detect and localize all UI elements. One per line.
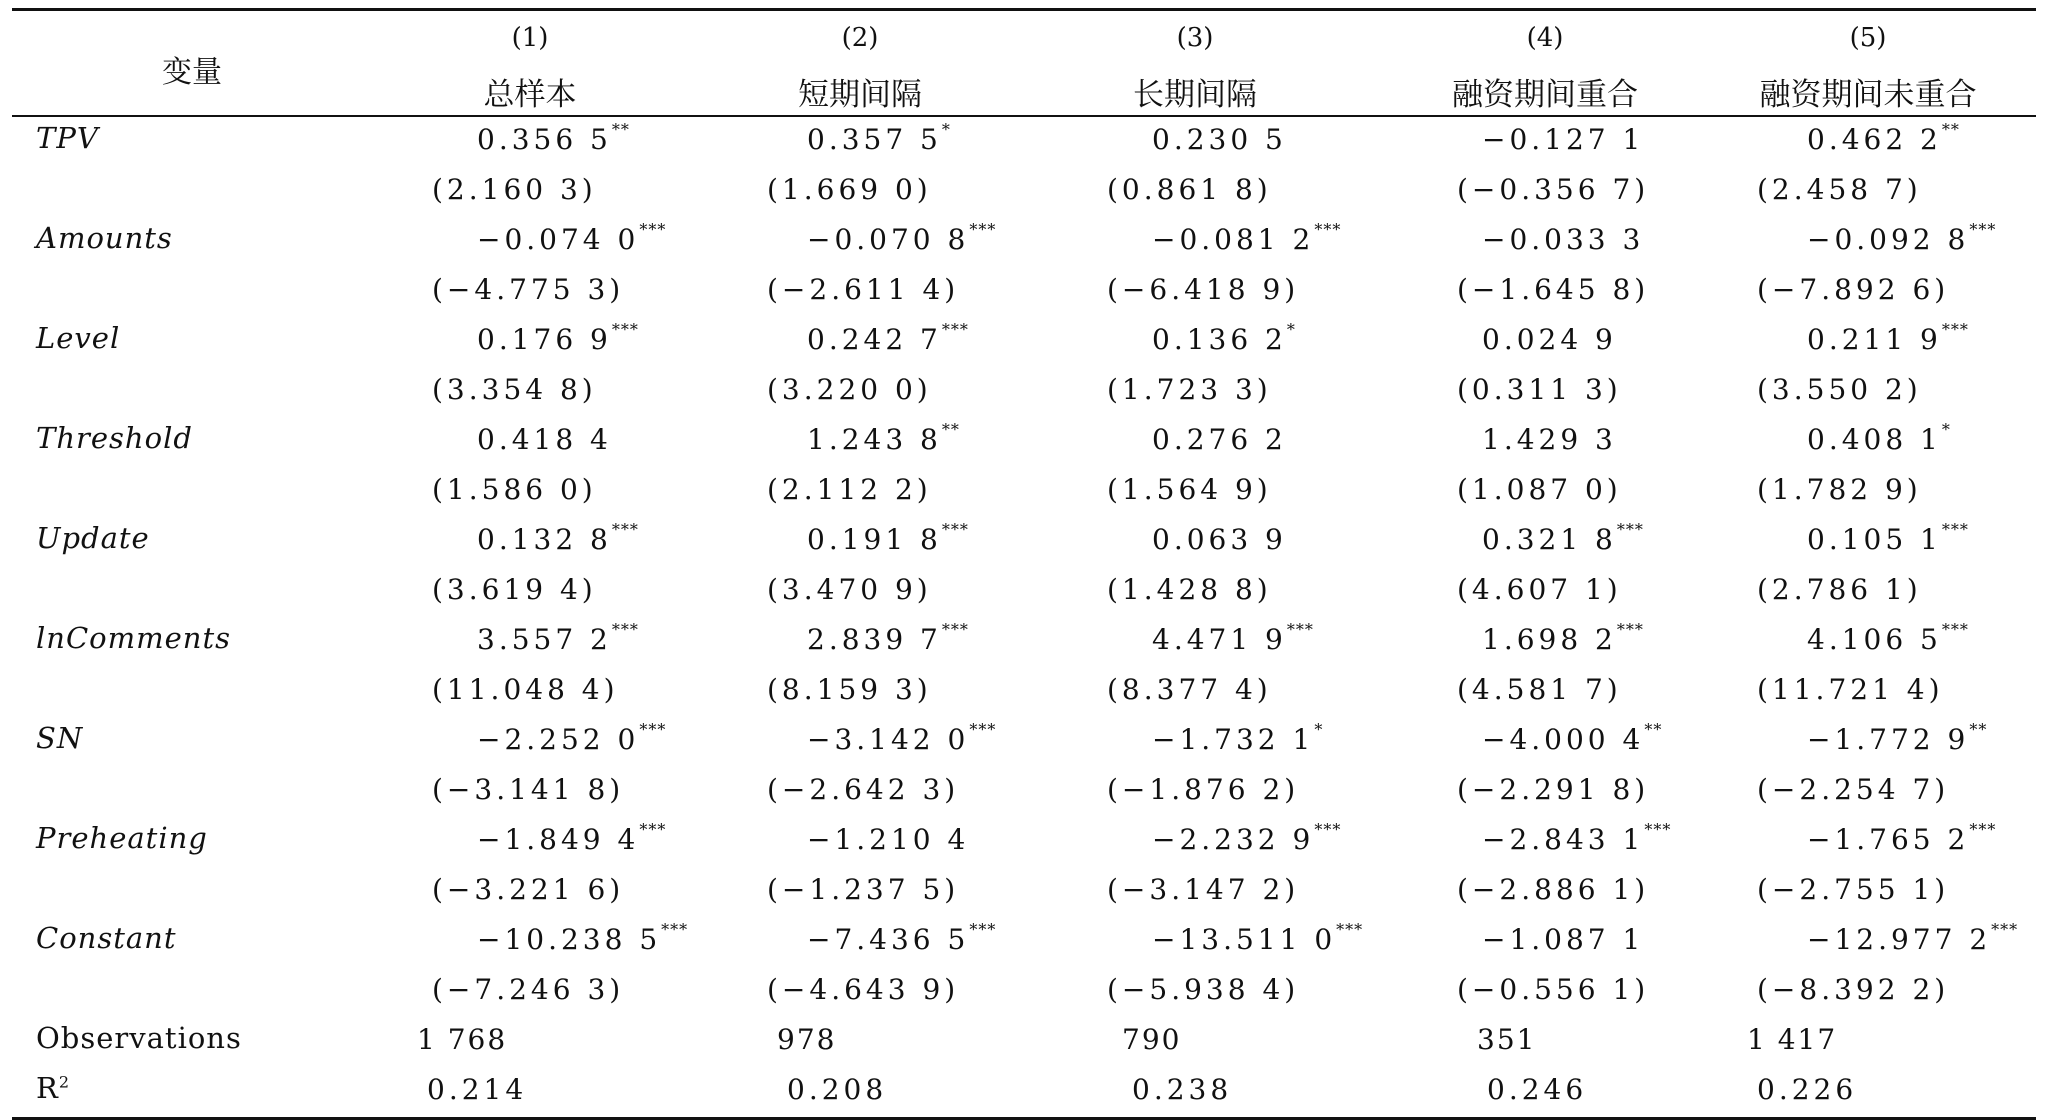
coefficient-cell xyxy=(1482,223,1644,256)
observations-label: Observations xyxy=(36,1021,242,1055)
coefficient-cell xyxy=(807,419,960,456)
t-statistic-cell xyxy=(432,173,597,206)
cell-value: 1 768 xyxy=(417,1023,508,1056)
observations-row xyxy=(12,1017,2036,1067)
coefficient-cell xyxy=(1152,523,1287,556)
cell-value: (−7.246 3) xyxy=(432,973,625,1006)
cell-value: −0.081 2 xyxy=(1152,223,1315,256)
cell-value: (1.723 3) xyxy=(1107,373,1272,406)
coef-row-amounts xyxy=(12,217,2036,267)
cell-value: (3.220 0) xyxy=(767,373,932,406)
r-squared-cell xyxy=(1487,1073,1587,1106)
column-number: (1) xyxy=(511,23,549,53)
coefficient-cell xyxy=(477,423,612,456)
r-squared-label xyxy=(36,1071,70,1105)
coefficient-cell xyxy=(807,119,951,156)
significance-stars: *** xyxy=(1941,519,1969,539)
column-title: 融资期间未重合 xyxy=(1759,77,1977,113)
cell-value: −1.210 4 xyxy=(807,823,970,856)
cell-value: −3.142 0 xyxy=(807,723,970,756)
significance-stars: *** xyxy=(639,719,667,739)
cell-value: 0.132 8 xyxy=(477,523,612,556)
coefficient-cell xyxy=(807,519,969,556)
t-statistic-cell xyxy=(1457,973,1649,1006)
r-squared-cell xyxy=(427,1073,527,1106)
cell-value: (−6.418 9) xyxy=(1107,273,1300,306)
column-title: 短期间隔 xyxy=(798,77,922,113)
cell-value: (3.354 8) xyxy=(432,373,597,406)
t-statistic-cell xyxy=(1107,473,1272,506)
cell-value: (3.470 9) xyxy=(767,573,932,606)
cell-value: (−5.938 4) xyxy=(1107,973,1300,1006)
coefficient-cell xyxy=(1807,319,1969,356)
cell-value: −0.074 0 xyxy=(477,223,640,256)
significance-stars: *** xyxy=(1314,219,1342,239)
t-statistic-cell xyxy=(1757,873,1949,906)
tstat-row-level xyxy=(12,367,2036,417)
cell-value: 1 417 xyxy=(1747,1023,1838,1056)
significance-stars: *** xyxy=(941,619,969,639)
variable-name: SN xyxy=(36,721,84,755)
cell-value: −1.849 4 xyxy=(477,823,640,856)
cell-value: −1.732 1 xyxy=(1152,723,1315,756)
significance-stars: *** xyxy=(1991,919,2019,939)
coefficient-cell xyxy=(1807,519,1969,556)
column-title: 融资期间重合 xyxy=(1452,77,1638,113)
significance-stars: *** xyxy=(639,219,667,239)
cell-value: −1.765 2 xyxy=(1807,823,1970,856)
coefficient-cell xyxy=(1152,819,1342,856)
t-statistic-cell xyxy=(1107,573,1272,606)
cell-value: (−4.775 3) xyxy=(432,273,625,306)
column-number: (5) xyxy=(1849,23,1887,53)
r-squared-row xyxy=(12,1067,2036,1117)
cell-value: (2.160 3) xyxy=(432,173,597,206)
t-statistic-cell xyxy=(1757,473,1922,506)
t-statistic-cell xyxy=(767,373,932,406)
cell-value: (−3.147 2) xyxy=(1107,873,1300,906)
significance-stars: ** xyxy=(941,419,960,439)
significance-stars: *** xyxy=(969,219,997,239)
coefficient-cell xyxy=(1152,319,1296,356)
coefficient-cell xyxy=(1807,419,1951,456)
cell-value: 3.557 2 xyxy=(477,623,612,656)
t-statistic-cell xyxy=(1457,473,1622,506)
cell-value: 0.176 9 xyxy=(477,323,612,356)
significance-stars: *** xyxy=(1286,619,1314,639)
coefficient-cell xyxy=(1152,919,1364,956)
significance-stars: *** xyxy=(611,519,639,539)
cell-value: 4.106 5 xyxy=(1807,623,1942,656)
table-header xyxy=(12,11,2036,117)
coef-row-constant xyxy=(12,917,2036,967)
cell-value: (3.550 2) xyxy=(1757,373,1922,406)
t-statistic-cell xyxy=(1107,973,1299,1006)
t-statistic-cell xyxy=(1457,873,1649,906)
t-statistic-cell xyxy=(767,673,932,706)
coefficient-cell xyxy=(807,823,969,856)
cell-value: (−2.642 3) xyxy=(767,773,960,806)
tstat-row-amounts xyxy=(12,267,2036,317)
t-statistic-cell xyxy=(1757,573,1922,606)
cell-value: (−0.356 7) xyxy=(1457,173,1650,206)
cell-value: 0.136 2 xyxy=(1152,323,1287,356)
cell-value: (−3.221 6) xyxy=(432,873,625,906)
variable-name: Update xyxy=(36,521,150,555)
coefficient-cell xyxy=(1807,119,1960,156)
cell-value: (1.782 9) xyxy=(1757,473,1922,506)
cell-value: −7.436 5 xyxy=(807,923,970,956)
coef-row-preheating xyxy=(12,817,2036,867)
coefficient-cell xyxy=(477,119,630,156)
t-statistic-cell xyxy=(432,873,624,906)
significance-stars: *** xyxy=(661,919,689,939)
t-statistic-cell xyxy=(432,773,624,806)
cell-value: 0.105 1 xyxy=(1807,523,1942,556)
cell-value: −4.000 4 xyxy=(1482,723,1645,756)
cell-value: −2.232 9 xyxy=(1152,823,1315,856)
cell-value: (2.458 7) xyxy=(1757,173,1922,206)
r-letter: R xyxy=(36,1071,59,1105)
cell-value: −1.772 9 xyxy=(1807,723,1970,756)
significance-stars: *** xyxy=(1616,519,1644,539)
significance-stars: ** xyxy=(611,119,630,139)
cell-value: (−1.876 2) xyxy=(1107,773,1300,806)
regression-table xyxy=(12,8,2036,1120)
coefficient-cell xyxy=(807,619,969,656)
cell-value: 0.230 5 xyxy=(1152,123,1287,156)
tstat-row-constant xyxy=(12,967,2036,1017)
t-statistic-cell xyxy=(432,673,619,706)
t-statistic-cell xyxy=(1757,373,1922,406)
coefficient-cell xyxy=(807,319,969,356)
cell-value: 0.208 xyxy=(787,1073,888,1106)
table-body xyxy=(12,117,2036,1117)
significance-stars: *** xyxy=(969,719,997,739)
coef-row-update xyxy=(12,517,2036,567)
cell-value: −0.033 3 xyxy=(1482,223,1645,256)
t-statistic-cell xyxy=(767,773,959,806)
cell-value: (1.428 8) xyxy=(1107,573,1272,606)
t-statistic-cell xyxy=(1757,273,1949,306)
cell-value: 0.242 7 xyxy=(807,323,942,356)
cell-value: −1.087 1 xyxy=(1482,923,1645,956)
cell-value: (−2.611 4) xyxy=(767,273,960,306)
column-number: (3) xyxy=(1176,23,1214,53)
cell-value: (4.607 1) xyxy=(1457,573,1622,606)
tstat-row-sn xyxy=(12,767,2036,817)
column-number: (2) xyxy=(841,23,879,53)
coefficient-cell xyxy=(1152,219,1342,256)
cell-value: (1.087 0) xyxy=(1457,473,1622,506)
cell-value: 0.226 xyxy=(1757,1073,1858,1106)
cell-value: (−1.237 5) xyxy=(767,873,960,906)
column-title: 长期间隔 xyxy=(1133,77,1257,113)
t-statistic-cell xyxy=(1107,773,1299,806)
t-statistic-cell xyxy=(1457,273,1649,306)
cell-value: 0.211 9 xyxy=(1807,323,1942,356)
cell-value: (11.721 4) xyxy=(1757,673,1944,706)
cell-value: 0.191 8 xyxy=(807,523,942,556)
cell-value: 0.246 xyxy=(1487,1073,1588,1106)
tstat-row-tpv xyxy=(12,167,2036,217)
cell-value: (1.669 0) xyxy=(767,173,932,206)
tstat-row-update xyxy=(12,567,2036,617)
coefficient-cell xyxy=(1482,323,1617,356)
cell-value: 2.839 7 xyxy=(807,623,942,656)
observations-cell xyxy=(1477,1023,1536,1056)
coefficient-cell xyxy=(1807,219,1997,256)
observations-cell xyxy=(1747,1023,1837,1056)
coefficient-cell xyxy=(1807,919,2019,956)
cell-value: (−3.141 8) xyxy=(432,773,625,806)
coefficient-cell xyxy=(1152,423,1287,456)
t-statistic-cell xyxy=(767,873,959,906)
coef-row-lncomments xyxy=(12,617,2036,667)
cell-value: 790 xyxy=(1122,1023,1182,1056)
significance-stars: *** xyxy=(611,619,639,639)
cell-value: (8.377 4) xyxy=(1107,673,1272,706)
cell-value: (−2.886 1) xyxy=(1457,873,1650,906)
cell-value: −0.070 8 xyxy=(807,223,970,256)
significance-stars: *** xyxy=(611,319,639,339)
coefficient-cell xyxy=(477,319,639,356)
cell-value: (4.581 7) xyxy=(1457,673,1622,706)
coefficient-cell xyxy=(1482,719,1663,756)
cell-value: (−2.755 1) xyxy=(1757,873,1950,906)
significance-stars: ** xyxy=(1969,719,1988,739)
cell-value: (−1.645 8) xyxy=(1457,273,1650,306)
t-statistic-cell xyxy=(1757,173,1922,206)
t-statistic-cell xyxy=(1107,873,1299,906)
t-statistic-cell xyxy=(1107,273,1299,306)
significance-stars: *** xyxy=(941,519,969,539)
coefficient-cell xyxy=(807,219,997,256)
cell-value: −10.238 5 xyxy=(477,923,662,956)
cell-value: 1.243 8 xyxy=(807,423,942,456)
coefficient-cell xyxy=(1482,123,1644,156)
r-squared-cell xyxy=(1757,1073,1857,1106)
coefficient-cell xyxy=(1482,819,1672,856)
coefficient-cell xyxy=(1807,719,1988,756)
cell-value: 0.024 9 xyxy=(1482,323,1617,356)
significance-stars: ** xyxy=(1941,119,1960,139)
variable-name: lnComments xyxy=(36,621,231,655)
coefficient-cell xyxy=(477,919,689,956)
t-statistic-cell xyxy=(432,473,597,506)
cell-value: 0.276 2 xyxy=(1152,423,1287,456)
cell-value: (0.311 3) xyxy=(1457,373,1622,406)
t-statistic-cell xyxy=(1757,773,1949,806)
cell-value: (2.112 2) xyxy=(767,473,932,506)
significance-stars: * xyxy=(1941,419,1951,439)
cell-value: −2.843 1 xyxy=(1482,823,1645,856)
t-statistic-cell xyxy=(1107,373,1272,406)
t-statistic-cell xyxy=(432,373,597,406)
coef-row-sn xyxy=(12,717,2036,767)
tstat-row-lncomments xyxy=(12,667,2036,717)
coefficient-cell xyxy=(477,819,667,856)
r-superscript: 2 xyxy=(58,1072,71,1092)
r-squared-cell xyxy=(1132,1073,1232,1106)
t-statistic-cell xyxy=(1457,173,1649,206)
t-statistic-cell xyxy=(432,273,624,306)
cell-value: (−0.556 1) xyxy=(1457,973,1650,1006)
significance-stars: *** xyxy=(1644,819,1672,839)
variable-header: 变量 xyxy=(162,55,222,90)
r-squared-cell xyxy=(787,1073,887,1106)
column-title: 总样本 xyxy=(483,77,577,113)
cell-value: 0.238 xyxy=(1132,1073,1233,1106)
coefficient-cell xyxy=(477,719,667,756)
cell-value: (−2.291 8) xyxy=(1457,773,1650,806)
cell-value: −0.127 1 xyxy=(1482,123,1645,156)
cell-value: (−7.892 6) xyxy=(1757,273,1950,306)
coefficient-cell xyxy=(477,519,639,556)
t-statistic-cell xyxy=(432,973,624,1006)
cell-value: −2.252 0 xyxy=(477,723,640,756)
coef-row-tpv xyxy=(12,117,2036,167)
coefficient-cell xyxy=(1807,619,1969,656)
variable-name: Amounts xyxy=(36,221,173,255)
cell-value: 0.357 5 xyxy=(807,123,942,156)
t-statistic-cell xyxy=(767,573,932,606)
cell-value: (−8.392 2) xyxy=(1757,973,1950,1006)
cell-value: (3.619 4) xyxy=(432,573,597,606)
variable-name: Level xyxy=(36,321,121,355)
coefficient-cell xyxy=(1152,123,1287,156)
significance-stars: *** xyxy=(1314,819,1342,839)
cell-value: 0.462 2 xyxy=(1807,123,1942,156)
cell-value: 978 xyxy=(777,1023,837,1056)
coefficient-cell xyxy=(1482,619,1644,656)
variable-name: TPV xyxy=(36,121,99,155)
significance-stars: *** xyxy=(941,319,969,339)
t-statistic-cell xyxy=(1457,373,1622,406)
t-statistic-cell xyxy=(1457,673,1622,706)
t-statistic-cell xyxy=(767,973,959,1006)
coefficient-cell xyxy=(1152,719,1324,756)
t-statistic-cell xyxy=(1457,773,1649,806)
cell-value: 351 xyxy=(1477,1023,1537,1056)
coefficient-cell xyxy=(1482,423,1617,456)
cell-value: (11.048 4) xyxy=(432,673,619,706)
coefficient-cell xyxy=(1152,619,1314,656)
observations-cell xyxy=(777,1023,836,1056)
significance-stars: *** xyxy=(1336,919,1364,939)
significance-stars: * xyxy=(941,119,951,139)
coef-row-level xyxy=(12,317,2036,367)
t-statistic-cell xyxy=(767,473,932,506)
cell-value: 0.063 9 xyxy=(1152,523,1287,556)
cell-value: (2.786 1) xyxy=(1757,573,1922,606)
variable-name: Preheating xyxy=(36,821,208,855)
column-number: (4) xyxy=(1526,23,1564,53)
significance-stars: *** xyxy=(639,819,667,839)
significance-stars: * xyxy=(1286,319,1296,339)
t-statistic-cell xyxy=(432,573,597,606)
t-statistic-cell xyxy=(1107,173,1272,206)
cell-value: (8.159 3) xyxy=(767,673,932,706)
coefficient-cell xyxy=(1482,923,1644,956)
coefficient-cell xyxy=(1807,819,1997,856)
cell-value: 1.429 3 xyxy=(1482,423,1617,456)
cell-value: 4.471 9 xyxy=(1152,623,1287,656)
coefficient-cell xyxy=(477,619,639,656)
coef-row-threshold xyxy=(12,417,2036,467)
cell-value: 0.321 8 xyxy=(1482,523,1617,556)
cell-value: −0.092 8 xyxy=(1807,223,1970,256)
cell-value: 0.418 4 xyxy=(477,423,612,456)
cell-value: −12.977 2 xyxy=(1807,923,1992,956)
significance-stars: *** xyxy=(1616,619,1644,639)
t-statistic-cell xyxy=(1457,573,1622,606)
tstat-row-preheating xyxy=(12,867,2036,917)
significance-stars: *** xyxy=(1969,819,1997,839)
cell-value: (−4.643 9) xyxy=(767,973,960,1006)
observations-cell xyxy=(417,1023,507,1056)
cell-value: (−2.254 7) xyxy=(1757,773,1950,806)
t-statistic-cell xyxy=(767,273,959,306)
t-statistic-cell xyxy=(1757,673,1944,706)
variable-name: Constant xyxy=(36,921,177,955)
coefficient-cell xyxy=(477,219,667,256)
cell-value: (0.861 8) xyxy=(1107,173,1272,206)
significance-stars: *** xyxy=(1941,619,1969,639)
t-statistic-cell xyxy=(1107,673,1272,706)
t-statistic-cell xyxy=(1757,973,1949,1006)
variable-name: Threshold xyxy=(36,421,193,455)
t-statistic-cell xyxy=(767,173,932,206)
observations-cell xyxy=(1122,1023,1181,1056)
tstat-row-threshold xyxy=(12,467,2036,517)
coefficient-cell xyxy=(807,719,997,756)
significance-stars: *** xyxy=(1941,319,1969,339)
cell-value: (1.564 9) xyxy=(1107,473,1272,506)
coefficient-cell xyxy=(1482,519,1644,556)
significance-stars: * xyxy=(1314,719,1324,739)
significance-stars: *** xyxy=(1969,219,1997,239)
cell-value: 0.356 5 xyxy=(477,123,612,156)
significance-stars: *** xyxy=(969,919,997,939)
cell-value: 0.408 1 xyxy=(1807,423,1942,456)
cell-value: −13.511 0 xyxy=(1152,923,1337,956)
significance-stars: ** xyxy=(1644,719,1663,739)
cell-value: 1.698 2 xyxy=(1482,623,1617,656)
coefficient-cell xyxy=(807,919,997,956)
cell-value: (1.586 0) xyxy=(432,473,597,506)
cell-value: 0.214 xyxy=(427,1073,528,1106)
